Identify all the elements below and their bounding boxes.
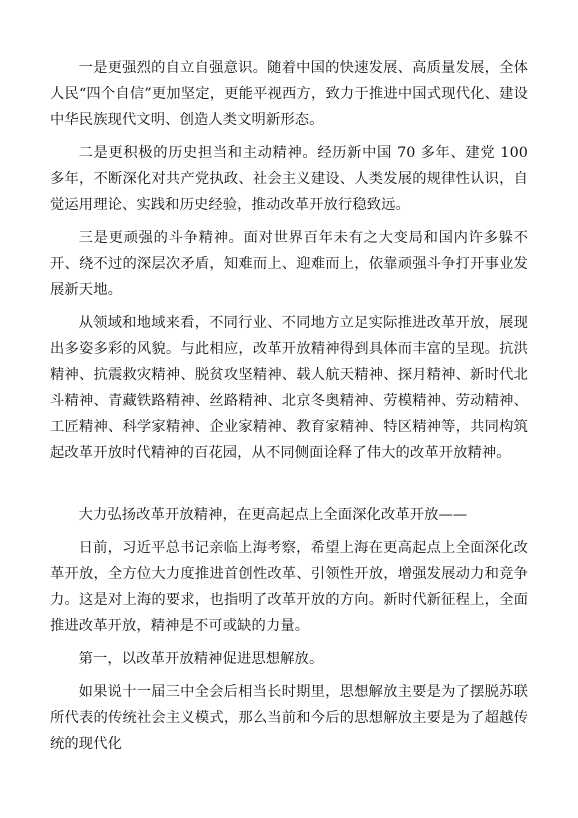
paragraph-shanghai-visit: 日前，习近平总书记亲临上海考察，希望上海在更高起点上全面深化改革开放，全方位大力度推进首创性改革、引领性开放，增强发展动力和竞争力。这是对上海的要求，也指明了改革开放的方向。新时代新征程上，全面推进改革开放，精神是不可或缺的力量。 bbox=[50, 540, 528, 634]
paragraph-historical-initiative: 二是更积极的历史担当和主动精神。经历新中国 70 多年、建党 100 多年，不断深化对共产党执政、社会主义建设、人类发展的规律性认识，自觉运用理论、实践和历史经验，推动改革开放行稳致远。 bbox=[50, 145, 528, 213]
paragraph-struggle-spirit: 三是更顽强的斗争精神。面对世界百年未有之大变局和国内许多躲不开、绕不过的深层次矛盾，知难而上、迎难而上，依靠顽强斗争打开事业发展新天地。 bbox=[50, 230, 528, 298]
paragraph-spirits-list: 从领域和地域来看，不同行业、不同地方立足实际推进改革开放，展现出多姿多彩的风貌。与此相应，改革开放精神得到具体而丰富的呈现。抗洪精神、抗震救灾精神、脱贫攻坚精神、载人航天精神、探月精神、新时代北斗精神、青藏铁路精神、丝路精神、北京冬奥精神、劳模精神、劳动精神、工匠精神、科学家精神、企业家精神、教育家精神、特区精神等，共同构筑起改革开放时代精神的百花园，从不同侧面诠释了伟大的改革开放精神。 bbox=[50, 315, 528, 461]
paragraph-self-reliance: 一是更强烈的自立自强意识。随着中国的快速发展、高质量发展，全体人民“四个自信”更加坚定，更能平视西方，致力于推进中国式现代化、建设中华民族现代文明、创造人类文明新形态。 bbox=[50, 60, 528, 128]
paragraph-point-one: 第一，以改革开放精神促进思想解放。 bbox=[78, 651, 324, 667]
paragraph-thought-liberation: 如果说十一届三中全会后相当长时期里，思想解放主要是为了摆脱苏联所代表的传统社会主义模式，那么当前和今后的思想解放主要是为了超越传统的现代化 bbox=[50, 684, 528, 752]
section-heading: 大力弘扬改革开放精神，在更高起点上全面深化改革开放—— bbox=[78, 507, 468, 523]
